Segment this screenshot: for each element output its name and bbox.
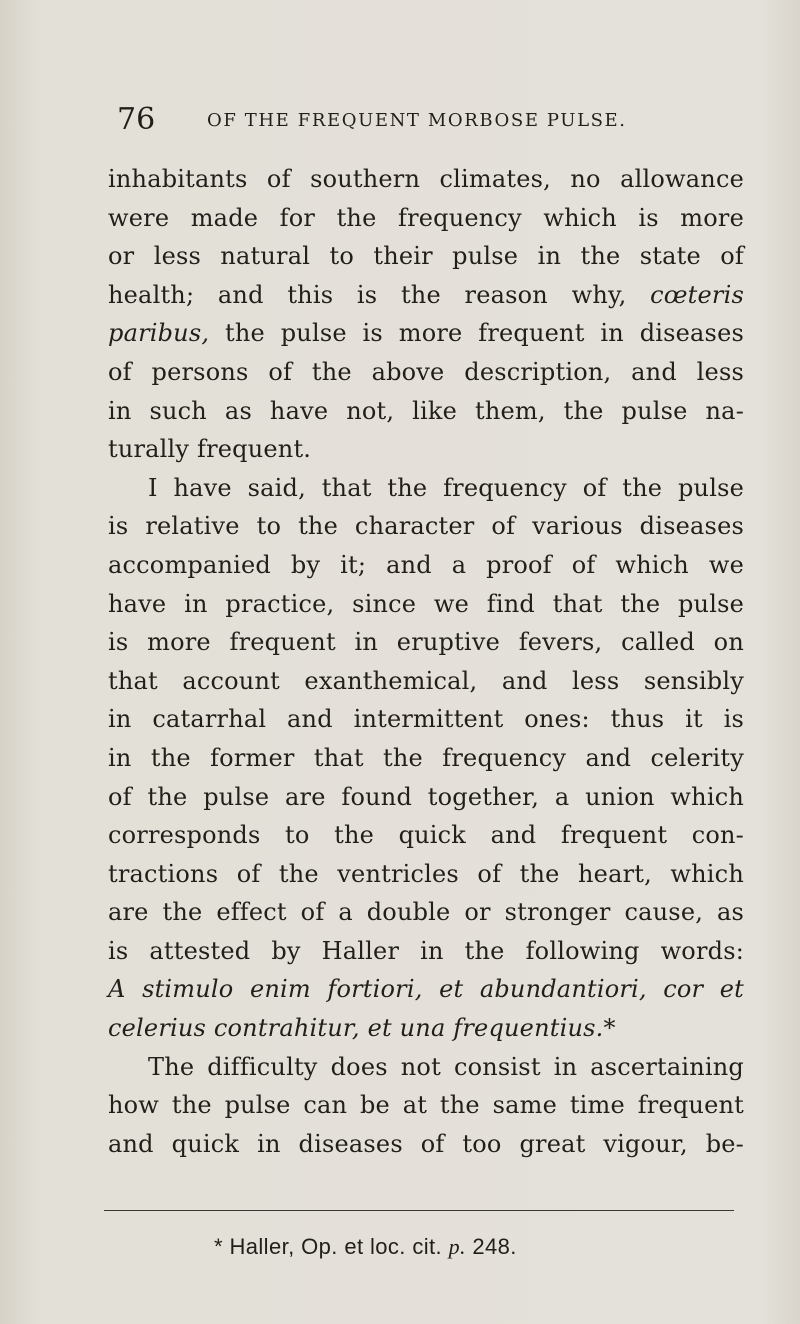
text-line: were made for the frequency which is more: [108, 203, 744, 232]
footnote-divider: [104, 1210, 734, 1211]
body-text: [108, 160, 744, 1163]
text-line: in catarrhal and intermittent ones: thus it is: [108, 705, 744, 734]
paragraph-start-line: The difficulty does not consist in ascertaining: [148, 1052, 744, 1081]
text-line: is attested by Haller in the following words:: [108, 936, 744, 965]
text-line: how the pulse can be at the same time frequent: [108, 1091, 744, 1120]
paragraph-start-line: I have said, that the frequency of the pulse: [148, 473, 744, 502]
page-header: [117, 100, 717, 140]
footnote-italic: p.: [448, 1234, 466, 1259]
italic-text: cœteris: [650, 280, 744, 309]
text-line: inhabitants of southern climates, no allowance: [108, 165, 744, 193]
text-line: that account exanthemical, and less sensibly: [108, 666, 744, 695]
text-line: [108, 314, 744, 353]
text-line: of persons of the above description, and less: [108, 357, 744, 386]
text-line: accompanied by it; and a proof of which we: [108, 550, 744, 579]
text-fragment: health; and this is the reason why,: [108, 280, 651, 309]
text-line: is more frequent in eruptive fevers, called on: [108, 628, 744, 657]
page-number: 76: [117, 102, 156, 137]
footnote-text: 248.: [465, 1234, 517, 1259]
text-line: corresponds to the quick and frequent con-: [108, 821, 744, 850]
text-line: are the effect of a double or stronger cause, as: [108, 898, 744, 927]
italic-text: paribus,: [108, 319, 210, 348]
text-fragment: the pulse is more frequent in diseases: [209, 319, 744, 348]
text-line: tractions of the ventricles of the heart, which: [108, 859, 744, 888]
latin-quote-line: celerius contrahitur, et una frequentius.*: [108, 1014, 616, 1043]
footnote: [214, 1232, 517, 1262]
text-line: or less natural to their pulse in the state of: [108, 242, 744, 271]
text-line: [108, 276, 744, 315]
footnote-text: * Haller, Op. et loc. cit.: [214, 1234, 449, 1259]
text-line: in the former that the frequency and celerity: [108, 743, 744, 772]
text-line: and quick in diseases of too great vigour, be-: [108, 1129, 744, 1158]
running-head: OF THE FREQUENT MORBOSE PULSE.: [207, 110, 627, 131]
text-line: turally frequent.: [108, 435, 312, 464]
latin-quote-line: A stimulo enim fortiori, et abundantiori, cor et: [108, 975, 744, 1004]
text-line: of the pulse are found together, a union which: [108, 782, 744, 811]
text-line: in such as have not, like them, the pulse na-: [108, 396, 744, 425]
text-line: have in practice, since we find that the pulse: [108, 589, 744, 618]
text-line: is relative to the character of various diseases: [108, 512, 744, 541]
